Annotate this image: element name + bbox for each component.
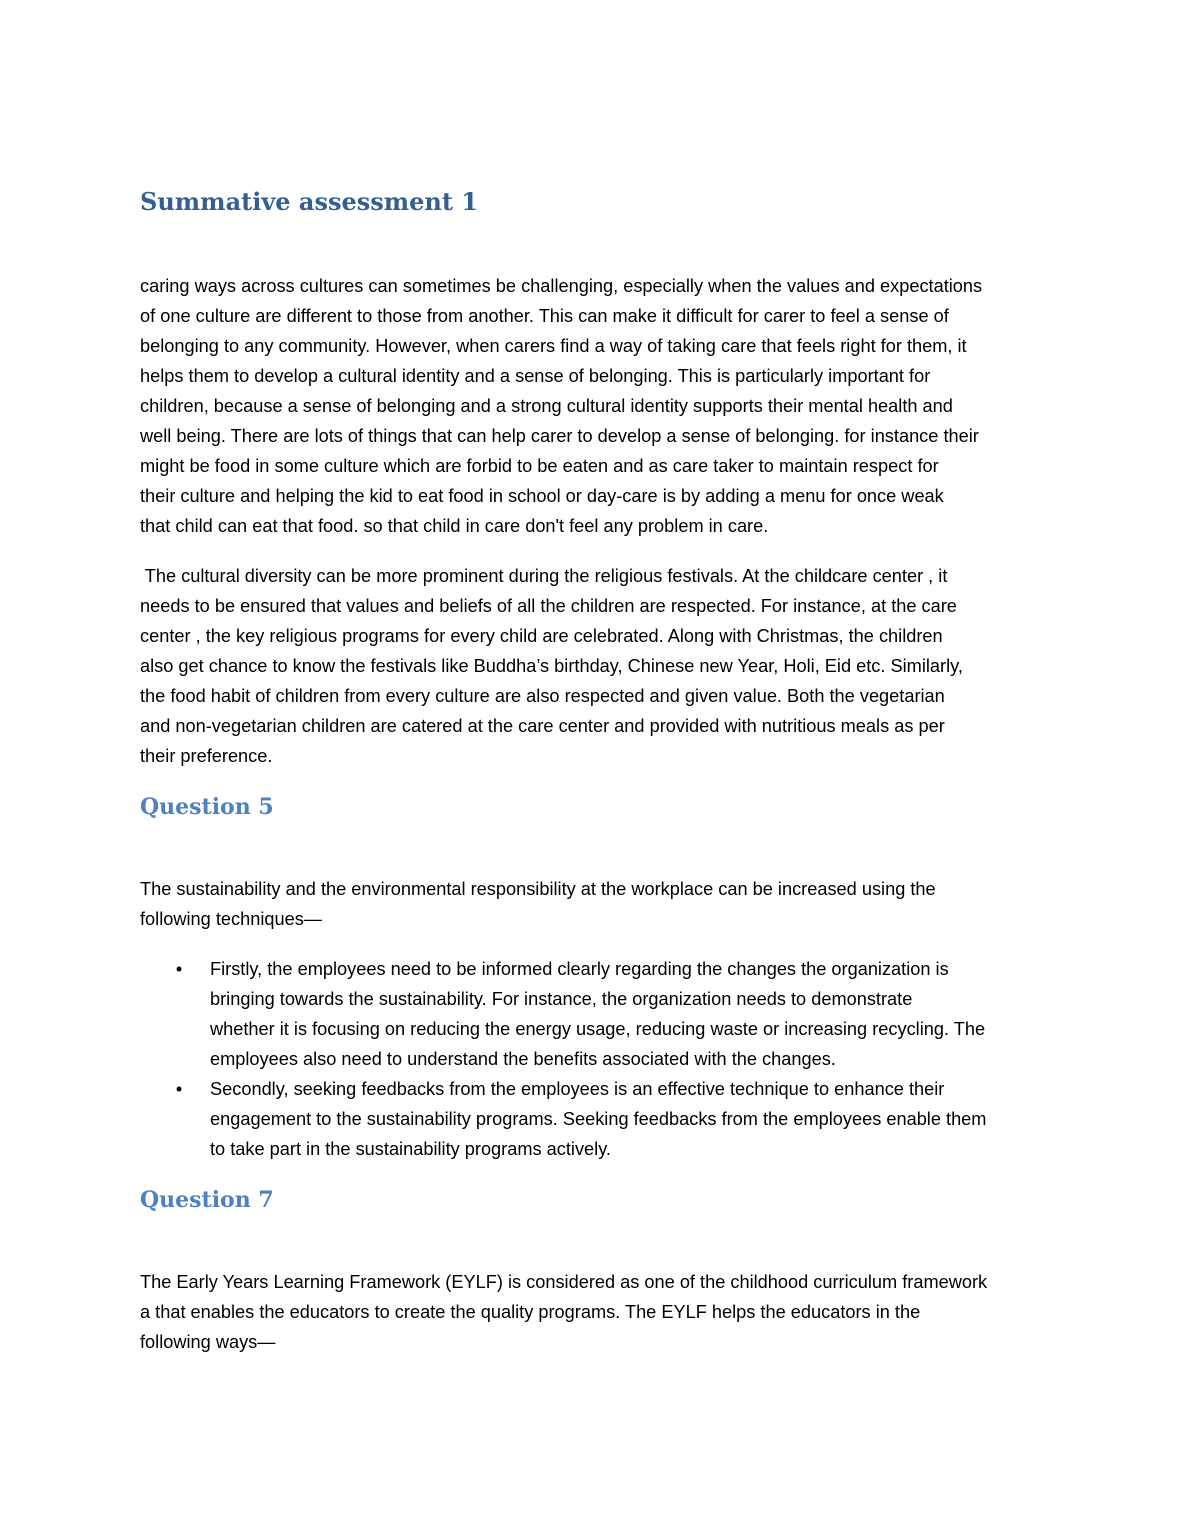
text-line: of one culture are different to those from another. This can make it difficult for carer to feel a sense of xyxy=(140,306,949,326)
text-line: center , the key religious programs for every child are celebrated. Along with Christmas, the children xyxy=(140,626,943,646)
text-line: helps them to develop a cultural identity and a sense of belonging. This is particularly important for xyxy=(140,366,931,386)
text-line: The sustainability and the environmental responsibility at the workplace can be increased using the xyxy=(140,879,936,899)
text-line: their preference. xyxy=(140,746,273,766)
page-title: Summative assessment 1 xyxy=(140,187,479,216)
question-5-heading: Question 5 xyxy=(140,794,274,820)
text-line: a that enables the educators to create the quality programs. The EYLF helps the educators in the xyxy=(140,1302,921,1322)
question-5-bullet-list xyxy=(140,954,1052,1164)
text-line: The Early Years Learning Framework (EYLF) is considered as one of the childhood curriculum framework xyxy=(140,1272,988,1292)
paragraph-cultural-care xyxy=(140,271,1052,541)
text-line: well being. There are lots of things that can help carer to develop a sense of belonging. for instance their xyxy=(140,426,979,446)
text-line: bringing towards the sustainability. For instance, the organization needs to demonstrate xyxy=(210,989,913,1009)
question-7-heading: Question 7 xyxy=(140,1187,274,1213)
text-line: also get chance to know the festivals like Buddha’s birthday, Chinese new Year, Holi, Eid etc. Similarly, xyxy=(140,656,963,676)
text-line: caring ways across cultures can sometimes be challenging, especially when the values and expectations xyxy=(140,276,983,296)
bullet-icon: • xyxy=(175,1079,183,1099)
text-line: that child can eat that food. so that child in care don't feel any problem in care. xyxy=(140,516,769,536)
question-5-intro xyxy=(140,874,1052,934)
text-line: and non-vegetarian children are catered at the care center and provided with nutritious meals as per xyxy=(140,716,945,736)
text-line: engagement to the sustainability programs. Seeking feedbacks from the employees enable them xyxy=(210,1109,987,1129)
paragraph-cultural-diversity xyxy=(140,561,1052,771)
text-line: children, because a sense of belonging and a strong cultural identity supports their mental health and xyxy=(140,396,953,416)
text-line: to take part in the sustainability programs actively. xyxy=(210,1139,611,1159)
text-line: following techniques— xyxy=(140,909,322,929)
text-line: might be food in some culture which are forbid to be eaten and as care taker to maintain respect for xyxy=(140,456,939,476)
text-line: employees also need to understand the benefits associated with the changes. xyxy=(210,1049,836,1069)
text-line: whether it is focusing on reducing the energy usage, reducing waste or increasing recycling. The xyxy=(210,1019,986,1039)
text-line: following ways— xyxy=(140,1332,276,1352)
text-line: the food habit of children from every culture are also respected and given value. Both the vegetarian xyxy=(140,686,945,706)
text-line: Secondly, seeking feedbacks from the employees is an effective technique to enhance their xyxy=(210,1079,945,1099)
list-item xyxy=(140,954,1052,1074)
text-line: needs to be ensured that values and beliefs of all the children are respected. For instance, at the care xyxy=(140,596,957,616)
text-line: their culture and helping the kid to eat food in school or day-care is by adding a menu for once weak xyxy=(140,486,944,506)
list-item xyxy=(140,1074,1052,1164)
text-line: Firstly, the employees need to be informed clearly regarding the changes the organization is xyxy=(210,959,949,979)
bullet-icon: • xyxy=(175,959,183,979)
text-line: The cultural diversity can be more prominent during the religious festivals. At the childcare center , it xyxy=(140,566,948,586)
text-line: belonging to any community. However, when carers find a way of taking care that feels right for them, it xyxy=(140,336,967,356)
question-7-intro xyxy=(140,1267,1052,1357)
